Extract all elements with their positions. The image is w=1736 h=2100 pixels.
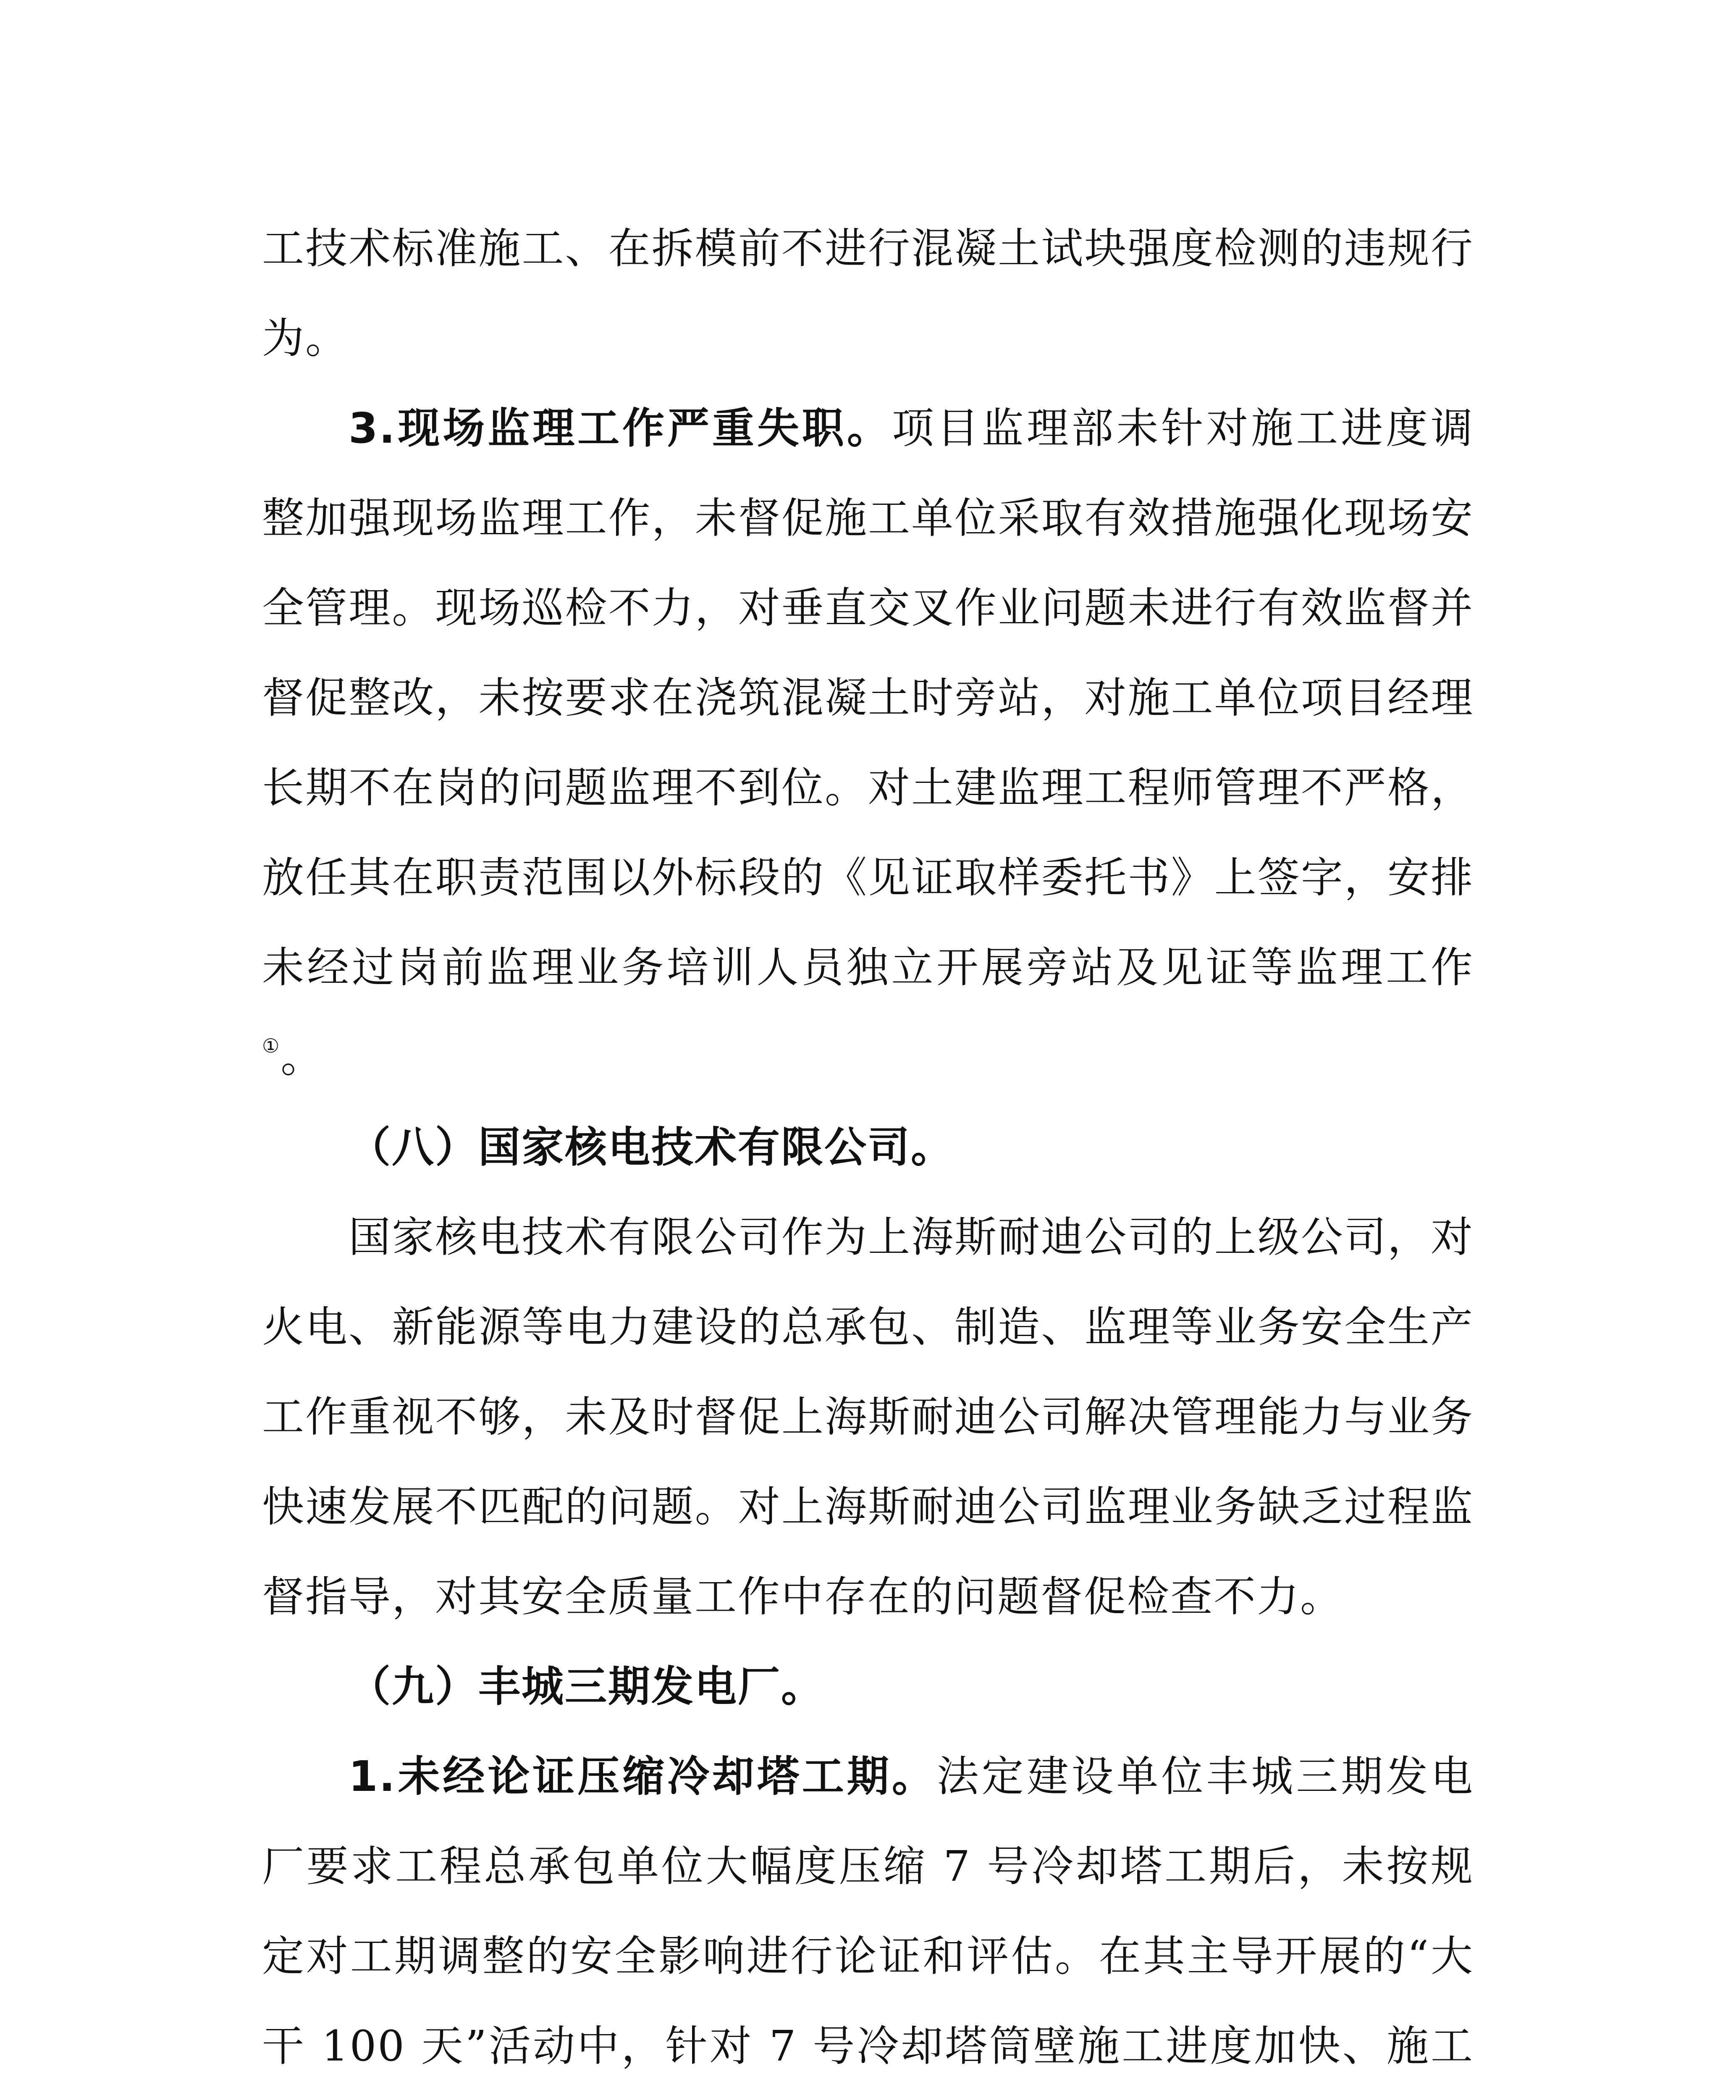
section-heading-fengcheng: [262, 1642, 1474, 1732]
paragraph-snptc: [262, 1192, 1474, 1642]
footnote-reference[interactable]: ①: [262, 1034, 281, 1057]
body-text: [262, 204, 1474, 2100]
paragraph-text: 项目监理部未针对施工进度调整加强现场监理工作，未督促施工单位采取有效措施强化现场安全管理。现场巡检不力，对垂直交叉作业问题未进行有效监督并督促整改，未按要求在浇筑混凝土时旁站，对施工单位项目经理长期不在岗的问题监理不到位。对土建监理工程师管理不严格，放任其在职责范围以外标段的《见证取样委托书》上签字，安排未经过岗前监理业务培训人员独立开展旁站及见证等监理工作: [262, 404, 1474, 992]
heading-text: （九）丰城三期发电厂。: [349, 1662, 824, 1711]
paragraph-text: 法定建设单位丰城三期发电厂要求工程总承包单位大幅度压缩 7 号冷却塔工期后，未按规定对工期调整的安全影响进行论证和评估。在其主导开展的“大干 100 天”活动中，针对 7 号冷却塔筒壁施工进度加快、施工: [262, 1752, 1474, 2071]
section-heading-snptc: [262, 1102, 1474, 1192]
paragraph-text: 国家核电技术有限公司作为上海斯耐迪公司的上级公司，对火电、新能源等电力建设的总承包、制造、监理等业务安全生产工作重视不够，未及时督促上海斯耐迪公司解决管理能力与业务快速发展不匹配的问题。对上海斯耐迪公司监理业务缺乏过程监督指导，对其安全质量工作中存在的问题督促检查不力。: [262, 1213, 1474, 1621]
paragraph-continuation: [262, 204, 1474, 383]
paragraph-cooling-tower: [262, 1732, 1474, 2100]
paragraph-lead: 1.未经论证压缩冷却塔工期。: [349, 1752, 937, 1801]
paragraph-supervision-failure: [262, 383, 1474, 1102]
paragraph-lead: 3.现场监理工作严重失职。: [349, 404, 892, 453]
paragraph-text: 工技术标准施工、在拆模前不进行混凝土试块强度检测的违规行为。: [262, 224, 1474, 363]
heading-text: （八）国家核电技术有限公司。: [349, 1123, 954, 1172]
paragraph-tail: 。: [281, 1033, 324, 1082]
